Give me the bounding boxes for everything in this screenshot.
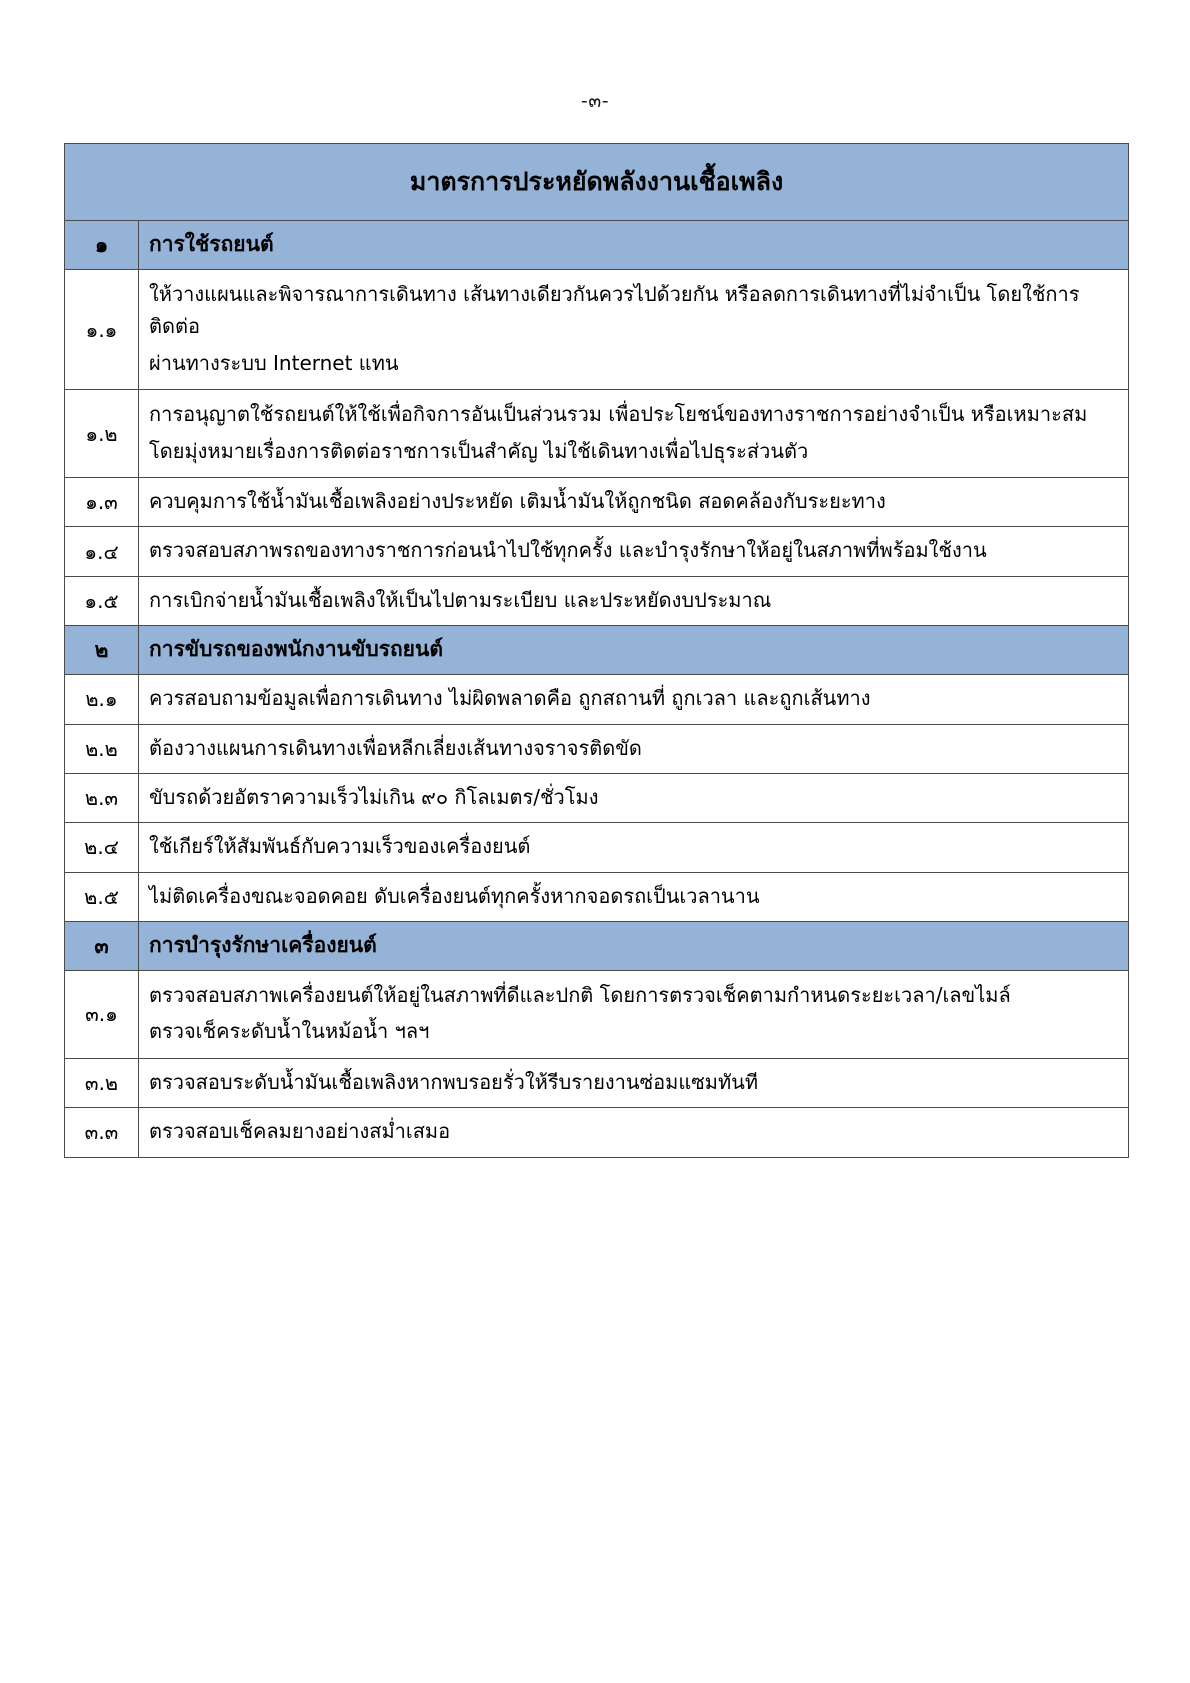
- section-number: ๒: [65, 626, 139, 675]
- measure-number: ๒.๕: [65, 872, 139, 921]
- measure-row: [65, 823, 1129, 872]
- measure-text-line: ไม่ติดเครื่องขณะจอดคอย ดับเครื่องยนต์ทุกครั้งหากจอดรถเป็นเวลานาน: [149, 883, 760, 908]
- measure-row: [65, 270, 1129, 390]
- measure-row: [65, 527, 1129, 576]
- section-header-row: [65, 922, 1129, 971]
- section-header-row: [65, 626, 1129, 675]
- measure-row: [65, 971, 1129, 1059]
- measure-row: [65, 773, 1129, 822]
- measure-text-line: ตรวจสอบสภาพเครื่องยนต์ให้อยู่ในสภาพที่ดีและปกติ โดยการตรวจเช็คตามกำหนดระยะเวลา/เลขไมล์: [149, 983, 1011, 1008]
- measure-text-line: ต้องวางแผนการเดินทางเพื่อหลีกเลี่ยงเส้นทางจราจรติดขัด: [149, 735, 642, 760]
- measure-text-line: โดยมุ่งหมายเรื่องการติดต่อราชการเป็นสำคัญ ไม่ใช้เดินทางเพื่อไปธุระส่วนตัว: [149, 438, 809, 463]
- measure-number: ๓.๓: [65, 1108, 139, 1157]
- measure-text: [139, 675, 1129, 724]
- fuel-saving-measures-table: [64, 143, 1129, 1158]
- measure-number: ๑.๓: [65, 477, 139, 526]
- measure-number: ๓.๑: [65, 971, 139, 1059]
- measures-table-container: [64, 143, 1128, 1158]
- measure-text: [139, 270, 1129, 390]
- page-number-marker: -๓-: [580, 90, 610, 112]
- measure-text: [139, 527, 1129, 576]
- measure-text: [139, 872, 1129, 921]
- measure-text: [139, 477, 1129, 526]
- measure-text: [139, 1058, 1129, 1107]
- section-header-row: [65, 221, 1129, 270]
- measure-number: ๑.๔: [65, 527, 139, 576]
- measure-row: [65, 872, 1129, 921]
- measure-text-line: ตรวจเช็คระดับน้ำในหม้อน้ำ ฯลฯ: [149, 1019, 430, 1044]
- measure-text-line: ควรสอบถามข้อมูลเพื่อการเดินทาง ไม่ผิดพลาดคือ ถูกสถานที่ ถูกเวลา และถูกเส้นทาง: [149, 686, 871, 711]
- measure-row: [65, 390, 1129, 478]
- measure-text-line: ตรวจสอบสภาพรถของทางราชการก่อนนำไปใช้ทุกครั้ง และบำรุงรักษาให้อยู่ในสภาพที่พร้อมใช้งาน: [149, 538, 987, 563]
- section-number: ๓: [65, 922, 139, 971]
- section-heading: การใช้รถยนต์: [139, 221, 1129, 270]
- measure-row: [65, 1058, 1129, 1107]
- measure-text-line: การเบิกจ่ายน้ำมันเชื้อเพลิงให้เป็นไปตามระเบียบ และประหยัดงบประมาณ: [149, 587, 772, 612]
- measure-text: [139, 823, 1129, 872]
- measure-text-line: ตรวจสอบระดับน้ำมันเชื้อเพลิงหากพบรอยรั่วให้รีบรายงานซ่อมแซมทันที: [149, 1069, 759, 1094]
- measure-number: ๓.๒: [65, 1058, 139, 1107]
- measure-text-line: ให้วางแผนและพิจารณาการเดินทาง เส้นทางเดียวกันควรไปด้วยกัน หรือลดการเดินทางที่ไม่จำเป็น โดยใช้การติดต่อ: [149, 282, 1080, 339]
- measure-number: ๑.๒: [65, 390, 139, 478]
- measure-text: [139, 971, 1129, 1059]
- table-title: มาตรการประหยัดพลังงานเชื้อเพลิง: [65, 144, 1129, 221]
- measure-text-line: การอนุญาตใช้รถยนต์ให้ใช้เพื่อกิจการอันเป็นส่วนรวม เพื่อประโยชน์ของทางราชการอย่างจำเป็น หรือเหมาะสม: [149, 402, 1088, 427]
- measure-number: ๑.๑: [65, 270, 139, 390]
- measure-row: [65, 1108, 1129, 1157]
- measure-text: [139, 1108, 1129, 1157]
- measure-number: ๑.๕: [65, 576, 139, 625]
- measure-row: [65, 477, 1129, 526]
- section-heading: การขับรถของพนักงานขับรถยนต์: [139, 626, 1129, 675]
- measure-text: [139, 576, 1129, 625]
- measure-text: [139, 773, 1129, 822]
- section-number: ๑: [65, 221, 139, 270]
- table-title-row: [65, 144, 1129, 221]
- measure-number: ๒.๒: [65, 724, 139, 773]
- table-body: [65, 144, 1129, 1158]
- measure-number: ๒.๓: [65, 773, 139, 822]
- measure-text-line: ขับรถด้วยอัตราความเร็วไม่เกิน ๙๐ กิโลเมตร/ชั่วโมง: [149, 784, 599, 809]
- measure-text-line: ควบคุมการใช้น้ำมันเชื้อเพลิงอย่างประหยัด เติมน้ำมันให้ถูกชนิด สอดคล้องกับระยะทาง: [149, 488, 886, 513]
- measure-row: [65, 675, 1129, 724]
- measure-text-line: ตรวจสอบเช็คลมยางอย่างสม่ำเสมอ: [149, 1119, 451, 1144]
- measure-text: [139, 390, 1129, 478]
- measure-text-line: ใช้เกียร์ให้สัมพันธ์กับความเร็วของเครื่องยนต์: [149, 834, 531, 859]
- measure-number: ๒.๔: [65, 823, 139, 872]
- measure-text: [139, 724, 1129, 773]
- section-heading: การบำรุงรักษาเครื่องยนต์: [139, 922, 1129, 971]
- measure-row: [65, 576, 1129, 625]
- measure-number: ๒.๑: [65, 675, 139, 724]
- measure-row: [65, 724, 1129, 773]
- measure-text-line: ผ่านทางระบบ Internet แทน: [149, 350, 399, 375]
